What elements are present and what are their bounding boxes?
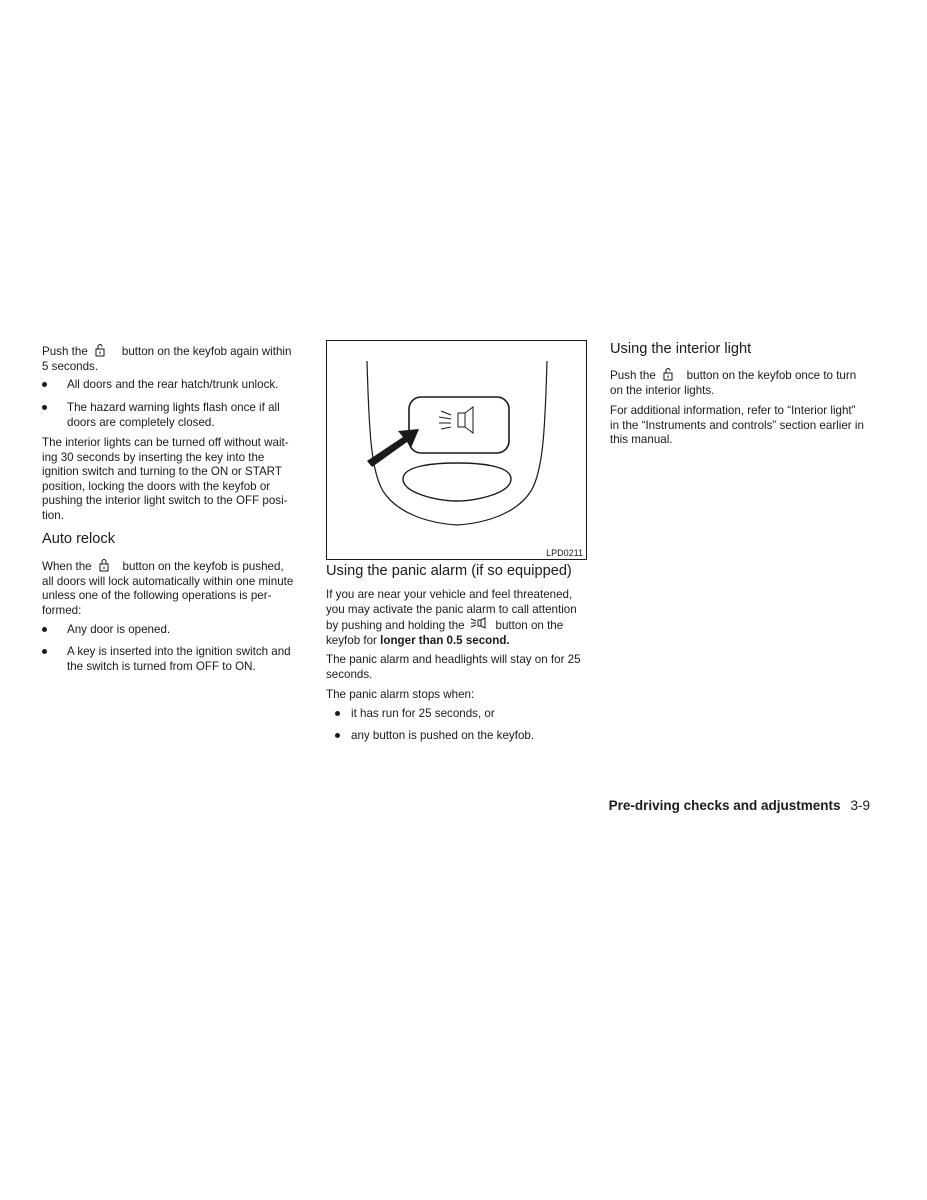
keyfob-drawing <box>327 341 586 559</box>
auto-relock-heading: Auto relock <box>42 531 116 547</box>
bullet-dot <box>335 733 340 738</box>
panic-alarm-para: If you are near your vehicle and feel threatened, you may activate the panic alarm to call attention by pushing and holding the button on the keyfob for longer than 0.5 second. <box>326 588 577 647</box>
bullet-dot <box>42 382 47 387</box>
list-item: it has run for 25 seconds, or <box>335 707 585 722</box>
unlock-icon <box>661 367 675 381</box>
push-unlock-para: Push the button on the keyfob again within 5 seconds. <box>42 345 292 373</box>
interior-lights-para: The interior lights can be turned off without wait- ing 30 seconds by inserting the key into the ignition switch and turning to the ON or START position, locking the doors with the keyfob or pushing the interior light switch to the OFF posi- tion. <box>42 436 289 522</box>
interior-light-heading: Using the interior light <box>610 341 752 357</box>
list-item: The hazard warning lights flash once if all doors are completely closed. <box>42 401 305 431</box>
panic-icon <box>470 617 484 631</box>
list-item: A key is inserted into the ignition switch and the switch is turned from OFF to ON. <box>42 645 305 675</box>
keyfob-illustration <box>326 340 587 560</box>
page-footer <box>609 798 870 813</box>
list-item: All doors and the rear hatch/trunk unlock. <box>42 378 305 393</box>
bullet-dot <box>42 405 47 410</box>
bullet-dot <box>42 627 47 632</box>
panic-duration-para: The panic alarm and headlights will stay on for 25 seconds. <box>326 653 581 681</box>
list-item: any button is pushed on the keyfob. <box>335 729 585 744</box>
auto-relock-para: When the button on the keyfob is pushed, all doors will lock automatically within one minute unless one of the following operations is per- formed: <box>42 560 294 617</box>
interior-light-para: Push the button on the keyfob once to turn on the interior lights. <box>610 369 857 397</box>
additional-info-para: For additional information, refer to “Interior light” in the “Instruments and controls” section earlier in this manual. <box>610 404 864 447</box>
bullet-dot <box>335 711 340 716</box>
unlock-icon <box>93 343 107 357</box>
lock-icon <box>97 558 111 572</box>
panic-horn-symbol <box>439 407 473 433</box>
list-item: Any door is opened. <box>42 623 305 638</box>
figure-code: LPD0211 <box>546 548 583 558</box>
section-title: Pre-driving checks and adjustments <box>608 798 841 813</box>
panic-stops-para: The panic alarm stops when: <box>326 688 475 701</box>
panic-alarm-heading: Using the panic alarm (if so equipped) <box>326 563 572 579</box>
bullet-dot <box>42 649 47 654</box>
page-number: 3-9 <box>850 798 870 813</box>
